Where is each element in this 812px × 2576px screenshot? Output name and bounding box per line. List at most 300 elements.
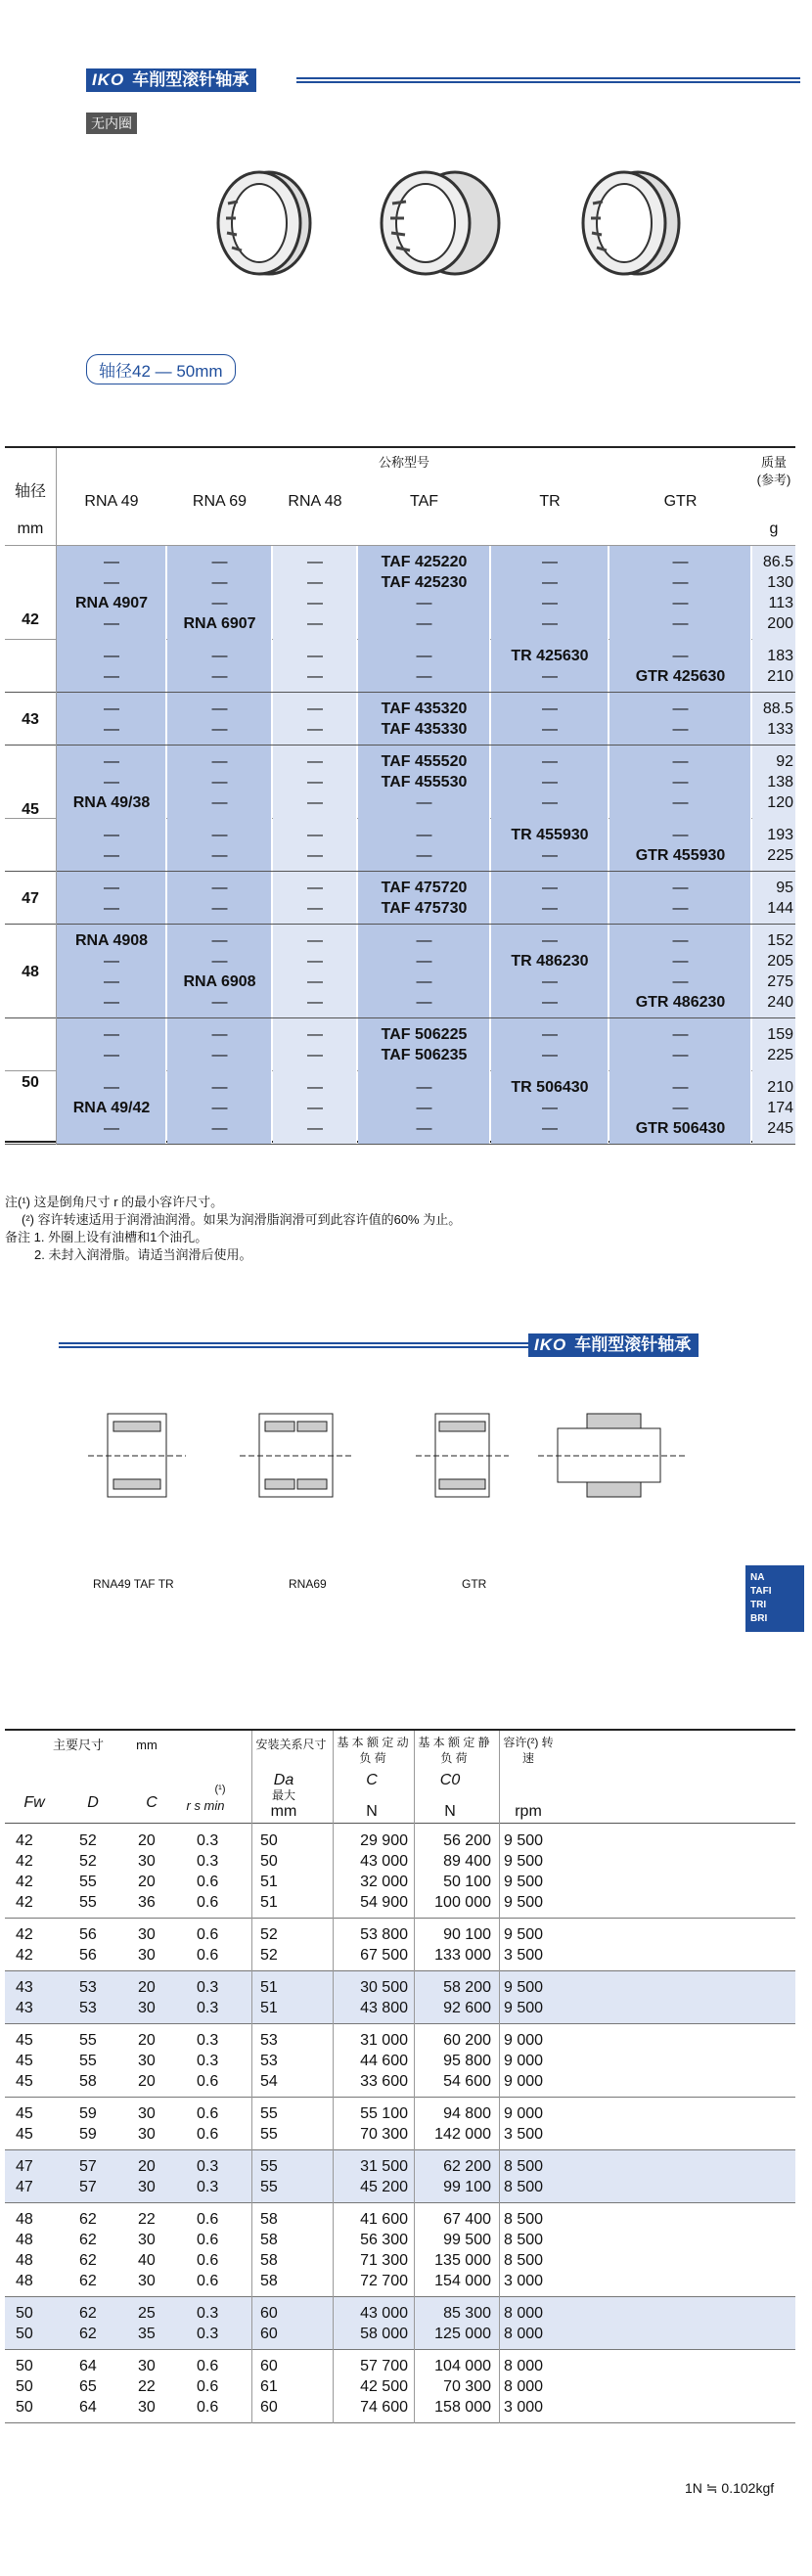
- dim-cell: 56 200: [443, 1832, 491, 1849]
- dim-cell: 0.6: [197, 2232, 219, 2248]
- dim-cell: 50 100: [443, 1874, 491, 1890]
- dim-cell: 158 000: [434, 2399, 491, 2416]
- model-cell: —: [542, 554, 558, 570]
- model-cell: —: [672, 700, 689, 717]
- dim-cell: 30: [138, 1853, 156, 1870]
- model-cell: —: [307, 1100, 323, 1116]
- dim-cell: 35: [138, 2326, 156, 2342]
- note-2: (²) 容许转速适用于润滑油润滑。如果为润滑脂润滑可到此容许值的60% 为止。: [22, 1212, 462, 1227]
- model-cell: RNA 6908: [183, 973, 256, 990]
- section-title: 车削型滚针轴承: [572, 1333, 699, 1357]
- model-cell: —: [104, 994, 119, 1011]
- model-cell: —: [307, 847, 323, 864]
- dim-cell: 99 500: [443, 2232, 491, 2248]
- model-cell: —: [104, 554, 119, 570]
- model-cell: GTR 506430: [635, 1120, 726, 1137]
- model-cell: —: [307, 615, 323, 632]
- dim-cell: 8 500: [504, 2211, 544, 2228]
- dim-cell: 55: [79, 2032, 97, 2049]
- model-cell: —: [672, 932, 689, 949]
- model-cell: —: [104, 880, 119, 896]
- model-cell: —: [104, 648, 119, 664]
- dim-cell: 58: [260, 2252, 278, 2269]
- model-cell: —: [211, 1100, 228, 1116]
- dim-cell: 0.6: [197, 1947, 219, 1964]
- dim-cell: 53: [79, 1979, 97, 1996]
- mass-cell: 240: [767, 994, 793, 1011]
- bearing-image-rna69: [367, 164, 514, 282]
- dim-cell: 0.6: [197, 2105, 219, 2122]
- dim-cell: 45 200: [360, 2179, 408, 2195]
- dim-cell: 62: [79, 2211, 97, 2228]
- dim-cell: 40: [138, 2252, 156, 2269]
- dim-cell: 0.3: [197, 2053, 219, 2069]
- dim-cell: 55: [79, 1894, 97, 1911]
- dim-cell: 30: [138, 2358, 156, 2374]
- model-cell: —: [672, 648, 689, 664]
- model-cell: —: [542, 1120, 558, 1137]
- model-cell: —: [104, 721, 119, 738]
- model-cell: —: [416, 1079, 432, 1096]
- model-cell: —: [211, 827, 228, 843]
- dim-cell: 9 000: [504, 2073, 544, 2090]
- mass-cell: 159: [767, 1026, 793, 1043]
- model-cell: —: [542, 668, 558, 685]
- dim-cell: 57 700: [360, 2358, 408, 2374]
- model-cell: —: [672, 953, 689, 970]
- dim-cell: 41 600: [360, 2211, 408, 2228]
- hdr-mm: mm: [136, 1738, 158, 1752]
- dim-cell: 42: [16, 1832, 33, 1849]
- notes: [5, 1194, 788, 1264]
- model-cell: —: [542, 900, 558, 917]
- model-cell: GTR 425630: [635, 668, 726, 685]
- model-cell: —: [211, 648, 228, 664]
- hdr-Cstat: C0: [439, 1772, 461, 1788]
- dim-cell: 8 000: [504, 2326, 544, 2342]
- model-cell: —: [542, 1047, 558, 1063]
- model-cell: —: [672, 827, 689, 843]
- page-title: 车削型滚针轴承: [130, 68, 256, 92]
- model-cell: —: [307, 554, 323, 570]
- dim-cell: 60 200: [443, 2032, 491, 2049]
- dim-cell: 45: [16, 2032, 33, 2049]
- hdr-mass-unit: g: [769, 520, 779, 537]
- model-cell: —: [672, 900, 689, 917]
- model-cell: —: [542, 794, 558, 811]
- model-cell: —: [307, 574, 323, 591]
- model-cell: —: [104, 1047, 119, 1063]
- model-cell: —: [542, 973, 558, 990]
- dim-cell: 22: [138, 2211, 156, 2228]
- dim-cell: 59: [79, 2105, 97, 2122]
- dim-cell: 31 000: [360, 2032, 408, 2049]
- hdr-mass-ref: (参考): [756, 473, 791, 487]
- dim-cell: 9 500: [504, 1926, 544, 1943]
- mass-cell: 120: [767, 794, 793, 811]
- dim-cell: 135 000: [434, 2252, 491, 2269]
- dim-cell: 54: [260, 2073, 278, 2090]
- hdr-d: D: [87, 1794, 99, 1811]
- model-cell: —: [211, 847, 228, 864]
- model-cell: —: [307, 1047, 323, 1063]
- model-cell: GTR 486230: [635, 994, 726, 1011]
- mass-cell: 210: [767, 668, 793, 685]
- dim-cell: 45: [16, 2053, 33, 2069]
- dim-cell: 30: [138, 2273, 156, 2289]
- dim-cell: 9 500: [504, 1894, 544, 1911]
- dim-cell: 62 200: [443, 2158, 491, 2175]
- model-cell: —: [307, 827, 323, 843]
- dim-cell: 100 000: [434, 1894, 491, 1911]
- model-cell: —: [672, 721, 689, 738]
- model-cell: —: [104, 953, 119, 970]
- model-cell: —: [416, 668, 432, 685]
- mass-cell: 210: [767, 1079, 793, 1096]
- dim-cell: 9 500: [504, 1832, 544, 1849]
- side-index-tab[interactable]: NA TAFI TRI BRI: [745, 1565, 804, 1632]
- model-cell: —: [542, 1026, 558, 1043]
- dim-cell: 52: [260, 1926, 278, 1943]
- model-cell: —: [307, 668, 323, 685]
- dim-cell: 9 000: [504, 2105, 544, 2122]
- shaft-cell: 48: [22, 964, 39, 980]
- dim-cell: 55: [79, 1874, 97, 1890]
- model-cell: RNA 4907: [74, 595, 149, 611]
- model-cell: —: [672, 1100, 689, 1116]
- model-cell: —: [416, 595, 432, 611]
- dim-cell: 0.3: [197, 2305, 219, 2322]
- dim-cell: 95 800: [443, 2053, 491, 2069]
- dim-cell: 58: [260, 2211, 278, 2228]
- mass-cell: 200: [767, 615, 793, 632]
- dim-cell: 30: [138, 2232, 156, 2248]
- mass-cell: 88.5: [762, 700, 793, 717]
- dim-cell: 48: [16, 2232, 33, 2248]
- model-cell: TAF 475730: [381, 900, 468, 917]
- dim-cell: 29 900: [360, 1832, 408, 1849]
- dim-cell: 3 500: [504, 1947, 544, 1964]
- model-cell: —: [307, 994, 323, 1011]
- model-cell: —: [416, 932, 432, 949]
- dim-cell: 9 000: [504, 2053, 544, 2069]
- dim-cell: 55: [260, 2179, 278, 2195]
- dim-cell: 50: [16, 2399, 33, 2416]
- mass-cell: 130: [767, 574, 793, 591]
- hdr-shaft-unit: mm: [17, 520, 44, 537]
- model-cell: —: [416, 1120, 432, 1137]
- dim-cell: 9 500: [504, 1979, 544, 1996]
- dim-cell: 0.3: [197, 1979, 219, 1996]
- model-cell: —: [307, 595, 323, 611]
- model-cell: —: [307, 794, 323, 811]
- dim-cell: 72 700: [360, 2273, 408, 2289]
- dim-cell: 62: [79, 2232, 97, 2248]
- model-cell: —: [307, 648, 323, 664]
- dim-cell: 0.6: [197, 2252, 219, 2269]
- model-cell: —: [542, 774, 558, 791]
- model-cell: TAF 435320: [381, 700, 468, 717]
- model-cell: TAF 425230: [381, 574, 468, 591]
- dim-cell: 56 300: [360, 2232, 408, 2248]
- dim-cell: 43: [16, 1979, 33, 1996]
- dim-cell: 47: [16, 2179, 33, 2195]
- dim-cell: 50: [16, 2358, 33, 2374]
- mass-cell: 193: [767, 827, 793, 843]
- dim-cell: 50: [16, 2326, 33, 2342]
- dim-cell: 99 100: [443, 2179, 491, 2195]
- dim-cell: 48: [16, 2252, 33, 2269]
- model-cell: —: [104, 615, 119, 632]
- mass-cell: 205: [767, 953, 793, 970]
- remark-1: 备注 1. 外圈上设有油槽和1个油孔。: [5, 1230, 208, 1244]
- model-cell: —: [211, 953, 228, 970]
- model-cell: —: [672, 973, 689, 990]
- diagram-label-gtr: GTR: [462, 1577, 487, 1591]
- dim-cell: 62: [79, 2326, 97, 2342]
- hdr-main: 主要尺寸: [52, 1738, 104, 1752]
- model-cell: —: [542, 753, 558, 770]
- dim-cell: 51: [260, 1894, 278, 1911]
- model-cell: —: [307, 880, 323, 896]
- model-cell: RNA 49/42: [72, 1100, 151, 1116]
- dim-cell: 33 600: [360, 2073, 408, 2090]
- model-cell: —: [542, 932, 558, 949]
- dim-cell: 42: [16, 1853, 33, 1870]
- model-cell: TR 506430: [511, 1079, 589, 1096]
- model-cell: —: [542, 615, 558, 632]
- model-cell: —: [104, 774, 119, 791]
- dim-cell: 52: [260, 1947, 278, 1964]
- dim-cell: 0.3: [197, 2326, 219, 2342]
- iko-logo: IKO: [86, 68, 130, 92]
- hdr-rpm: rpm: [515, 1803, 542, 1820]
- dim-cell: 44 600: [360, 2053, 408, 2069]
- dim-cell: 8 000: [504, 2305, 544, 2322]
- model-cell: TAF 435330: [381, 721, 468, 738]
- dim-cell: 0.3: [197, 2179, 219, 2195]
- model-cell: —: [672, 574, 689, 591]
- dim-cell: 60: [260, 2326, 278, 2342]
- dim-cell: 56: [79, 1926, 97, 1943]
- hdr-model-1: RNA 69: [192, 493, 248, 510]
- dim-cell: 43 800: [360, 2000, 408, 2016]
- hdr-fw: Fw: [23, 1794, 45, 1811]
- model-cell: —: [104, 574, 119, 591]
- dim-cell: 9 500: [504, 1874, 544, 1890]
- hdr-stat: 基 本 额 定 静 负 荷: [418, 1736, 490, 1765]
- shaft-cell: 50: [22, 1073, 39, 1091]
- dim-cell: 70 300: [443, 2378, 491, 2395]
- dim-cell: 42: [16, 1947, 33, 1964]
- model-cell: —: [104, 700, 119, 717]
- dim-cell: 0.6: [197, 1926, 219, 1943]
- dim-cell: 45: [16, 2105, 33, 2122]
- dim-cell: 54 600: [443, 2073, 491, 2090]
- model-cell: —: [672, 794, 689, 811]
- model-cell: RNA 6907: [183, 615, 256, 632]
- model-cell: TR 425630: [511, 648, 589, 664]
- dim-cell: 57: [79, 2158, 97, 2175]
- hdr-model-5: GTR: [663, 493, 698, 510]
- model-cell: —: [211, 574, 228, 591]
- dim-cell: 0.6: [197, 1894, 219, 1911]
- dim-cell: 55: [260, 2126, 278, 2143]
- model-cell: —: [542, 994, 558, 1011]
- dim-cell: 30: [138, 1926, 156, 1943]
- dim-cell: 42 500: [360, 2378, 408, 2395]
- model-cell: —: [672, 753, 689, 770]
- model-cell: —: [307, 953, 323, 970]
- dimension-table: [5, 1729, 795, 2421]
- hdr-dyn: 基 本 额 定 动 负 荷: [337, 1736, 409, 1765]
- dim-cell: 0.3: [197, 2032, 219, 2049]
- model-cell: TAF 425220: [381, 554, 468, 570]
- dim-cell: 55 100: [360, 2105, 408, 2122]
- model-cell: —: [542, 721, 558, 738]
- dim-cell: 0.6: [197, 2378, 219, 2395]
- dim-cell: 3 000: [504, 2273, 544, 2289]
- dim-cell: 43 000: [360, 1853, 408, 1870]
- hdr-model-0: RNA 49: [84, 493, 139, 510]
- mass-cell: 95: [776, 880, 793, 896]
- hdr-install: 安装关系尺寸: [255, 1738, 327, 1751]
- dim-cell: 20: [138, 2158, 156, 2175]
- dim-cell: 55: [260, 2105, 278, 2122]
- dim-cell: 104 000: [434, 2358, 491, 2374]
- dim-cell: 9 500: [504, 2000, 544, 2016]
- shaft-cell: 47: [22, 890, 39, 907]
- model-cell: —: [307, 1120, 323, 1137]
- dim-cell: 30: [138, 2105, 156, 2122]
- model-cell: —: [211, 753, 228, 770]
- dim-cell: 43: [16, 2000, 33, 2016]
- model-cell: TR 455930: [511, 827, 589, 843]
- dim-cell: 30: [138, 2000, 156, 2016]
- dim-cell: 90 100: [443, 1926, 491, 1943]
- model-cell: —: [542, 880, 558, 896]
- model-cell: —: [672, 774, 689, 791]
- dim-cell: 60: [260, 2358, 278, 2374]
- model-cell: —: [542, 595, 558, 611]
- hdr-model: 公称型号: [378, 455, 429, 470]
- model-cell: —: [416, 847, 432, 864]
- dim-cell: 9 000: [504, 2032, 544, 2049]
- hdr-N2: N: [444, 1803, 456, 1820]
- mass-cell: 92: [776, 753, 793, 770]
- mass-cell: 183: [767, 648, 793, 664]
- dim-cell: 0.3: [197, 1853, 219, 1870]
- dim-cell: 30 500: [360, 1979, 408, 1996]
- dim-cell: 48: [16, 2211, 33, 2228]
- model-cell: —: [104, 973, 119, 990]
- model-cell: —: [416, 794, 432, 811]
- dim-cell: 20: [138, 2073, 156, 2090]
- dim-cell: 71 300: [360, 2252, 408, 2269]
- dim-cell: 0.6: [197, 2073, 219, 2090]
- model-cell: —: [211, 1079, 228, 1096]
- shaft-cell: 42: [22, 611, 39, 628]
- model-cell: —: [672, 595, 689, 611]
- dim-cell: 92 600: [443, 2000, 491, 2016]
- dim-cell: 62: [79, 2305, 97, 2322]
- dim-cell: 0.6: [197, 2358, 219, 2374]
- model-cell: —: [104, 668, 119, 685]
- dim-cell: 57: [79, 2179, 97, 2195]
- model-cell: —: [211, 554, 228, 570]
- model-cell: —: [672, 1079, 689, 1096]
- second-brand-header: [59, 1333, 744, 1359]
- model-cell: —: [542, 574, 558, 591]
- dim-cell: 0.6: [197, 2211, 219, 2228]
- hdr-speed: 容许(²) 转速: [503, 1736, 554, 1765]
- dim-cell: 70 300: [360, 2126, 408, 2143]
- dim-cell: 50: [260, 1853, 278, 1870]
- dim-cell: 8 500: [504, 2252, 544, 2269]
- dim-cell: 0.3: [197, 2158, 219, 2175]
- dim-cell: 47: [16, 2158, 33, 2175]
- dim-cell: 58: [260, 2232, 278, 2248]
- bearing-image-gtr: [567, 164, 695, 282]
- dim-cell: 9 500: [504, 1853, 544, 1870]
- model-cell: —: [104, 827, 119, 843]
- dim-cell: 53: [79, 2000, 97, 2016]
- hdr-da2: 最大: [271, 1788, 295, 1802]
- dim-cell: 8 000: [504, 2378, 544, 2395]
- mass-cell: 86.5: [762, 554, 793, 570]
- model-cell: —: [211, 932, 228, 949]
- model-cell: RNA 4908: [74, 932, 149, 949]
- dim-cell: 20: [138, 1874, 156, 1890]
- hdr-model-4: TR: [539, 493, 561, 510]
- dim-cell: 125 000: [434, 2326, 491, 2342]
- dim-cell: 64: [79, 2399, 97, 2416]
- dim-cell: 48: [16, 2273, 33, 2289]
- dim-cell: 20: [138, 1832, 156, 1849]
- dim-cell: 0.6: [197, 2399, 219, 2416]
- model-cell: —: [104, 753, 119, 770]
- model-cell: —: [211, 721, 228, 738]
- model-cell: —: [211, 774, 228, 791]
- dim-cell: 58: [260, 2273, 278, 2289]
- model-cell: —: [307, 700, 323, 717]
- dim-cell: 59: [79, 2126, 97, 2143]
- hdr-model-2: RNA 48: [288, 493, 342, 510]
- dim-cell: 60: [260, 2305, 278, 2322]
- dim-cell: 89 400: [443, 1853, 491, 1870]
- dim-cell: 67 400: [443, 2211, 491, 2228]
- mass-cell: 144: [767, 900, 793, 917]
- model-cell: —: [307, 721, 323, 738]
- mass-cell: 138: [767, 774, 793, 791]
- diagram-label-rna49: RNA49 TAF TR: [93, 1577, 174, 1591]
- dim-cell: 30: [138, 2126, 156, 2143]
- mass-cell: 245: [767, 1120, 793, 1137]
- dim-cell: 36: [138, 1894, 156, 1911]
- hdr-mass: 质量: [760, 455, 787, 470]
- mass-cell: 225: [767, 847, 793, 864]
- mass-cell: 152: [767, 932, 793, 949]
- model-cell: —: [211, 1026, 228, 1043]
- dim-cell: 55: [79, 2053, 97, 2069]
- dim-cell: 8 500: [504, 2158, 544, 2175]
- model-cell: —: [542, 700, 558, 717]
- shaft-cell: 45: [22, 800, 39, 818]
- model-cell: —: [307, 973, 323, 990]
- dim-cell: 94 800: [443, 2105, 491, 2122]
- model-cell: —: [307, 1079, 323, 1096]
- model-cell: —: [416, 994, 432, 1011]
